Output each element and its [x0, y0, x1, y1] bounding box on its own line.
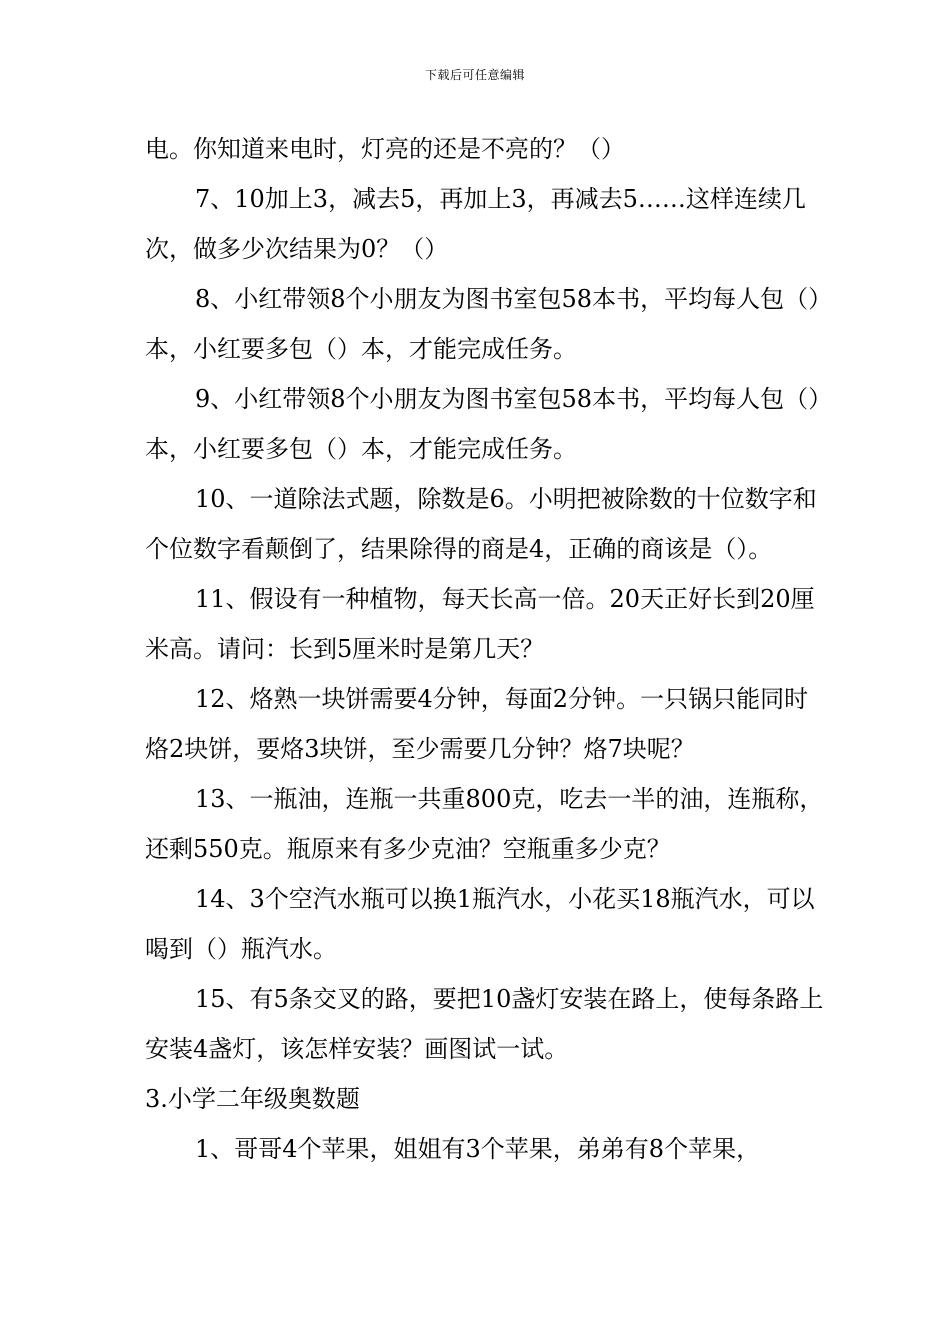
- document-body: [145, 124, 825, 1174]
- question-7: 7、10加上3，减去5，再加上3，再减去5……这样连续几次，做多少次结果为0？（）: [145, 185, 806, 263]
- question-9: 9、小红带领8个小朋友为图书室包58本书，平均每人包（）本，小红要多包（）本，才能完成任务。: [145, 385, 821, 463]
- question-10: 10、一道除法式题，除数是6。小明把被除数的十位数字和个位数字看颠倒了，结果除得的商是4，正确的商该是（）。: [145, 485, 817, 563]
- paragraph-continuation: 电。你知道来电时，灯亮的还是不亮的？（）: [145, 135, 625, 163]
- question-15: 15、有5条交叉的路，要把10盏灯安装在路上，使每条路上安装4盏灯，该怎样安装？画图试一试。: [145, 985, 824, 1063]
- question-1: 1、哥哥4个苹果，姐姐有3个苹果，弟弟有8个苹果，: [195, 1135, 761, 1163]
- question-14: 14、3个空汽水瓶可以换1瓶汽水，小花买18瓶汽水，可以喝到（）瓶汽水。: [145, 885, 815, 963]
- question-12: 12、烙熟一块饼需要4分钟，每面2分钟。一只锅只能同时烙2块饼，要烙3块饼，至少需要几分钟？烙7块呢？: [145, 685, 809, 763]
- question-11: 11、假设有一种植物，每天长高一倍。20天正好长到20厘米高。请问：长到5厘米时是第几天？: [145, 585, 815, 663]
- question-8: 8、小红带领8个小朋友为图书室包58本书，平均每人包（）本，小红要多包（）本，才能完成任务。: [145, 285, 821, 363]
- section-heading: 3.小学二年级奥数题: [145, 1085, 360, 1113]
- question-13: 13、一瓶油，连瓶一共重800克，吃去一半的油，连瓶称，还剩550克。瓶原来有多少克油？空瓶重多少克？: [145, 785, 824, 863]
- page-header: 下载后可任意编辑: [424, 68, 525, 82]
